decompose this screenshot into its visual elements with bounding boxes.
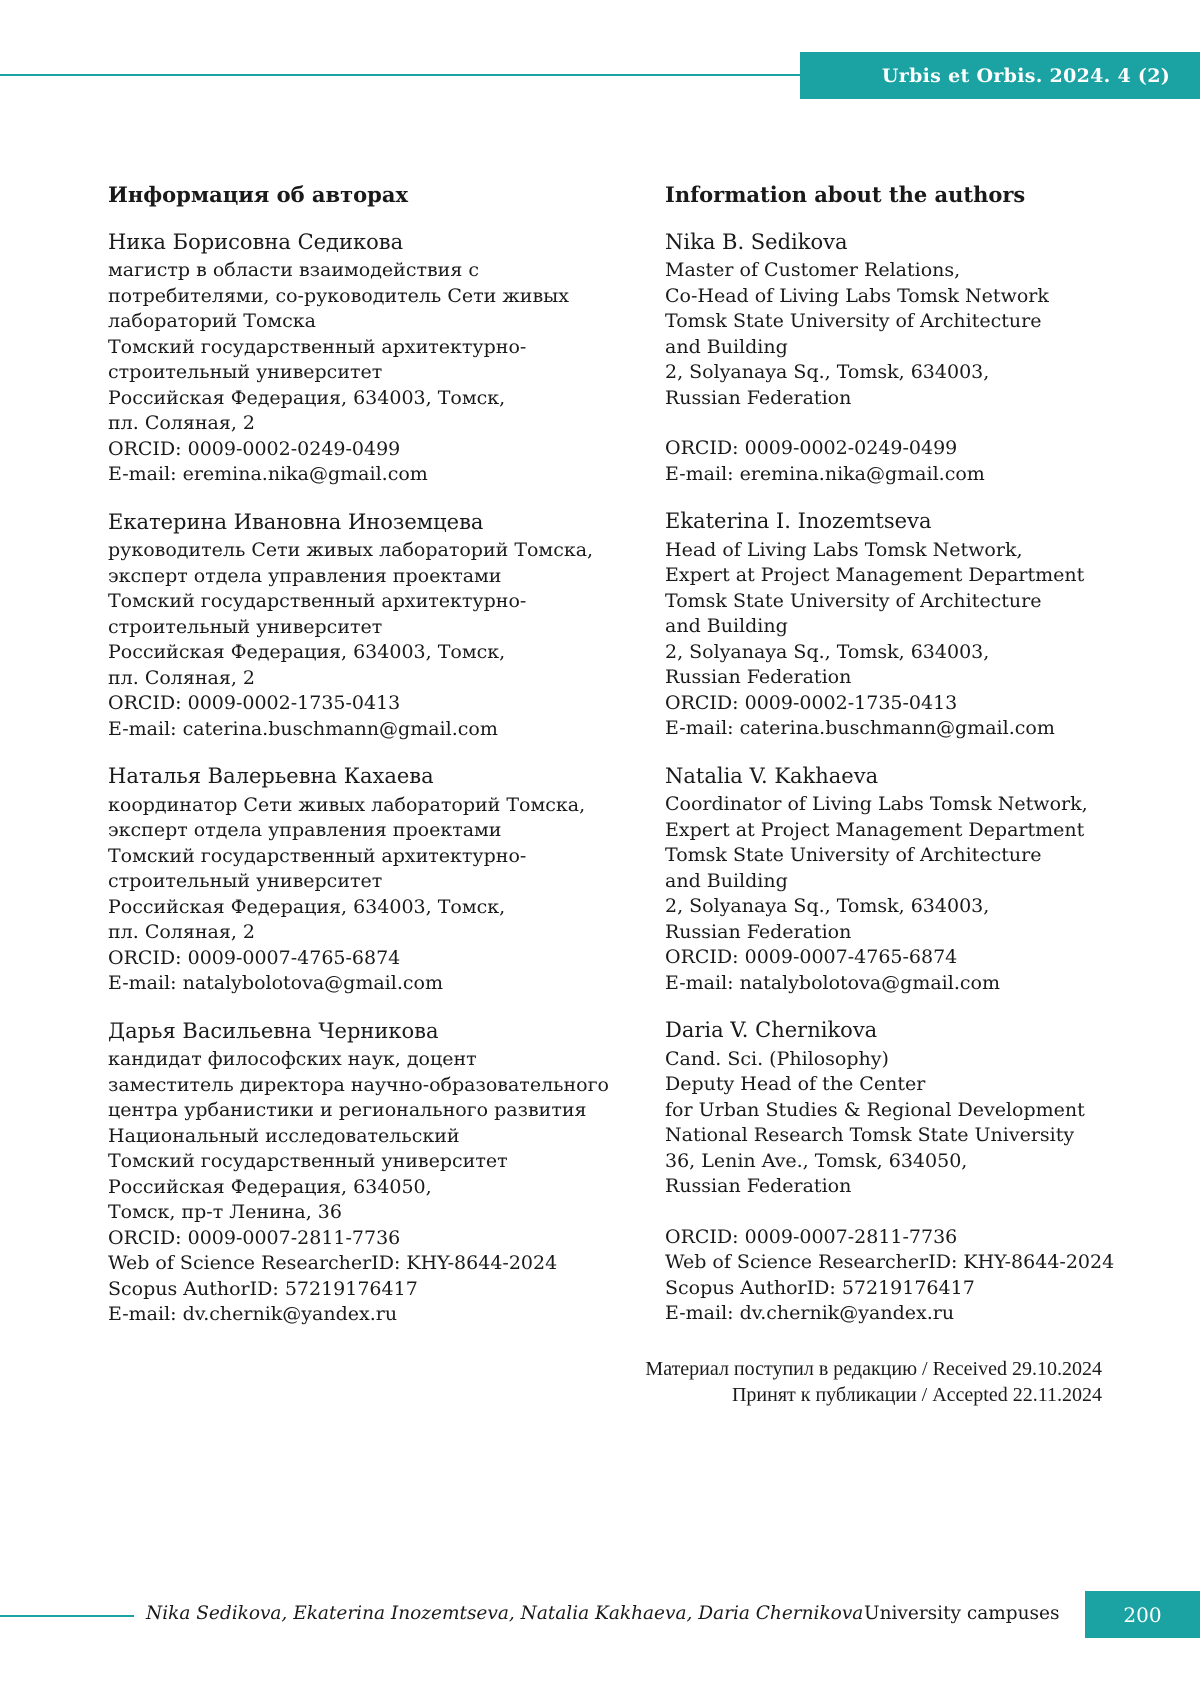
- author-detail-line: заместитель директора научно-образовательного: [108, 1073, 609, 1096]
- author-detail-line: ORCID: 0009-0007-2811-7736: [108, 1226, 401, 1249]
- author-name: Daria V. Chernikova: [665, 1018, 878, 1042]
- received-date: Материал поступил в редакцию / Received 29.10.2024: [645, 1358, 1102, 1380]
- author-name: Ника Борисовна Седикова: [108, 229, 404, 254]
- author-detail-line: and Building: [665, 615, 788, 637]
- page-number-box: [1085, 1591, 1200, 1638]
- author-detail-line: строительный университет: [108, 870, 383, 892]
- author-detail-line: ORCID: 0009-0002-1735-0413: [108, 692, 401, 714]
- author-detail-line: and Building: [665, 869, 788, 892]
- author-detail-line: потребителями, со-руководитель Сети живых: [108, 284, 569, 307]
- author-detail-line: Deputy Head of the Center: [665, 1073, 926, 1095]
- author-detail-line: Russian Federation: [665, 386, 852, 409]
- spacer: [665, 411, 1195, 436]
- author-detail-line: ORCID: 0009-0002-0249-0499: [108, 437, 401, 460]
- author-detail-line: координатор Сети живых лабораторий Томска,: [108, 793, 586, 816]
- submission-dates: [645, 1357, 1102, 1408]
- author-detail-line: Российская Федерация, 634003, Томск,: [108, 641, 506, 663]
- author-detail-line: Cand. Sci. (Philosophy): [665, 1047, 889, 1070]
- author-detail-line: and Building: [665, 335, 788, 358]
- author-detail-line: строительный университет: [108, 361, 383, 383]
- accepted-date: Принят к публикации / Accepted 22.11.2024: [731, 1383, 1102, 1406]
- author-block: [108, 1019, 648, 1328]
- author-detail-line: Российская Федерация, 634003, Томск,: [108, 895, 506, 918]
- author-detail-line: Russian Federation: [665, 1175, 852, 1197]
- author-detail-line: пл. Соляная, 2: [108, 666, 255, 689]
- author-detail-line: 2, Solyanaya Sq., Tomsk, 634003,: [665, 895, 990, 917]
- author-detail-line: Томский государственный архитектурно-: [108, 590, 527, 612]
- footer-section-title: University campuses: [864, 1603, 1060, 1624]
- author-block: [108, 510, 648, 743]
- author-detail-line: Томский государственный архитектурно-: [108, 844, 527, 867]
- author-detail-line: пл. Соляная, 2: [108, 921, 255, 943]
- author-detail-line: Scopus AuthorID: 57219176417: [108, 1277, 418, 1300]
- author-detail-line: E-mail: natalybolotova@gmail.com: [665, 971, 1000, 994]
- ru-heading: Информация об авторах: [108, 182, 408, 207]
- author-name: Дарья Васильевна Черникова: [108, 1018, 439, 1043]
- ru-author-list: [108, 230, 648, 1328]
- author-detail-line: эксперт отдела управления проектами: [108, 819, 502, 841]
- footer-rule: [0, 1615, 134, 1617]
- author-block: [108, 230, 648, 488]
- author-detail-line: Web of Science ResearcherID: KHY-8644-2024: [108, 1252, 558, 1274]
- author-name: Наталья Валерьевна Кахаева: [108, 764, 434, 788]
- author-detail-line: Томский государственный архитектурно-: [108, 335, 527, 358]
- author-detail-line: Scopus AuthorID: 57219176417: [665, 1276, 975, 1299]
- authors-info-english: [665, 182, 1195, 1349]
- author-detail-line: руководитель Сети живых лабораторий Томска,: [108, 539, 594, 561]
- author-block: [665, 1018, 1195, 1327]
- author-detail-line: Master of Customer Relations,: [665, 259, 961, 281]
- author-name: Екатерина Ивановна Иноземцева: [108, 509, 484, 534]
- author-detail-line: E-mail: dv.chernik@yandex.ru: [108, 1303, 398, 1325]
- journal-title: Urbis et Orbis. 2024. 4 (2): [881, 64, 1170, 87]
- author-detail-line: Томский государственный университет: [108, 1150, 508, 1172]
- author-block: [108, 764, 648, 997]
- author-detail-line: ORCID: 0009-0007-2811-7736: [665, 1225, 958, 1248]
- en-heading: Information about the authors: [665, 182, 1026, 207]
- author-detail-line: E-mail: caterina.buschmann@gmail.com: [108, 717, 498, 740]
- author-detail-line: 2, Solyanaya Sq., Tomsk, 634003,: [665, 361, 990, 383]
- author-detail-line: E-mail: caterina.buschmann@gmail.com: [665, 717, 1055, 739]
- author-detail-line: for Urban Studies & Regional Development: [665, 1098, 1085, 1121]
- author-detail-line: Head of Living Labs Tomsk Network,: [665, 538, 1023, 561]
- author-detail-line: Национальный исследовательский: [108, 1124, 460, 1147]
- author-detail-line: Томск, пр-т Ленина, 36: [108, 1201, 342, 1223]
- author-name: Ekaterina I. Inozemtseva: [665, 509, 932, 533]
- author-detail-line: Tomsk State University of Architecture: [665, 844, 1042, 866]
- author-detail-line: Expert at Project Management Department: [665, 818, 1085, 841]
- author-detail-line: ORCID: 0009-0007-4765-6874: [665, 946, 958, 968]
- author-detail-line: центра урбанистики и регионального развития: [108, 1099, 587, 1121]
- author-detail-line: кандидат философских наук, доцент: [108, 1048, 477, 1070]
- author-detail-line: Expert at Project Management Department: [665, 564, 1085, 586]
- en-author-list: [665, 230, 1195, 1327]
- author-block: [665, 230, 1195, 488]
- author-detail-line: E-mail: eremina.nika@gmail.com: [108, 463, 428, 485]
- author-detail-line: магистр в области взаимодействия с: [108, 259, 480, 281]
- page-number: 200: [1123, 1602, 1162, 1627]
- author-detail-line: E-mail: dv.chernik@yandex.ru: [665, 1302, 955, 1324]
- author-detail-line: строительный университет: [108, 615, 383, 638]
- author-detail-line: Российская Федерация, 634050,: [108, 1175, 432, 1198]
- author-detail-line: лабораторий Томска: [108, 310, 316, 332]
- footer-authors: Nika Sedikova, Ekaterina Inozemtseva, Natalia Kakhaeva, Daria Chernikova: [146, 1603, 864, 1624]
- author-detail-line: ORCID: 0009-0002-0249-0499: [665, 437, 958, 459]
- author-block: [665, 509, 1195, 742]
- author-name: Natalia V. Kakhaeva: [665, 763, 879, 788]
- author-detail-line: E-mail: eremina.nika@gmail.com: [665, 462, 985, 485]
- author-detail-line: Tomsk State University of Architecture: [665, 589, 1042, 612]
- author-detail-line: E-mail: natalybolotova@gmail.com: [108, 972, 443, 994]
- author-detail-line: Российская Федерация, 634003, Томск,: [108, 386, 506, 409]
- author-detail-line: Russian Federation: [665, 666, 852, 688]
- author-detail-line: National Research Tomsk State University: [665, 1124, 1075, 1146]
- author-detail-line: пл. Соляная, 2: [108, 412, 255, 434]
- author-detail-line: 2, Solyanaya Sq., Tomsk, 634003,: [665, 640, 990, 663]
- author-detail-line: Tomsk State University of Architecture: [665, 310, 1042, 332]
- author-detail-line: Co-Head of Living Labs Tomsk Network: [665, 284, 1049, 307]
- author-detail-line: Russian Federation: [665, 920, 852, 943]
- journal-header: [800, 52, 1200, 99]
- author-detail-line: Coordinator of Living Labs Tomsk Network,: [665, 793, 1088, 815]
- author-name: Nika B. Sedikova: [665, 229, 848, 254]
- author-detail-line: Web of Science ResearcherID: KHY-8644-2024: [665, 1251, 1115, 1273]
- spacer: [665, 1200, 1195, 1225]
- header-rule: [0, 74, 800, 76]
- author-detail-line: ORCID: 0009-0002-1735-0413: [665, 691, 958, 714]
- author-detail-line: эксперт отдела управления проектами: [108, 564, 502, 587]
- author-detail-line: 36, Lenin Ave., Tomsk, 634050,: [665, 1149, 968, 1172]
- author-block: [665, 764, 1195, 997]
- author-detail-line: ORCID: 0009-0007-4765-6874: [108, 946, 401, 969]
- authors-info-russian: [108, 182, 648, 1350]
